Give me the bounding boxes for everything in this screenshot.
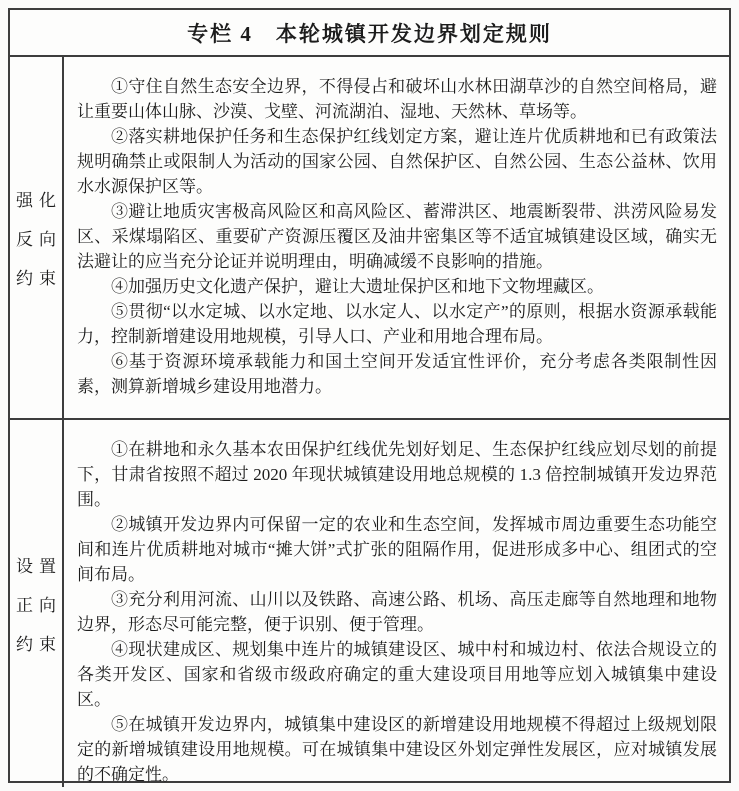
constraint-row [10,420,729,787]
row-label [10,420,64,787]
row-label [10,57,64,418]
rule-paragraph: ③避让地质灾害极高风险区和高风险区、蓄滞洪区、地震断裂带、洪涝风险易发区、采煤塌陷区、重要矿产资源压覆区及油井密集区等不适宜城镇建设区域，确实无法避让的应当充分论证并说明理由，明确减缓不良影响的措施。 [77,202,717,271]
row-content [64,57,729,418]
row-label-line: 正向 [16,596,62,615]
row-label-line: 约束 [16,269,62,288]
row-label-line: 约束 [16,635,62,654]
row-label-line: 反向 [16,230,62,249]
row-label-line: 强化 [16,191,62,210]
rule-paragraph: ⑤贯彻“以水定城、以水定地、以水定人、以水定产”的原则，根据水资源承载能力，控制新增建设用地规模，引导人口、产业和用地合理布局。 [77,302,717,346]
row-content [64,420,729,787]
rule-paragraph: ①在耕地和永久基本农田保护红线优先划好划足、生态保护红线应划尽划的前提下，甘肃省按照不超过 2020 年现状城镇建设用地总规模的 1.3 倍控制城镇开发边界范围。 [77,440,717,509]
policy-box-table [8,8,731,783]
rule-paragraph: ②城镇开发边界内可保留一定的农业和生态空间，发挥城市周边重要生态功能空间和连片优质耕地对城市“摊大饼”式扩张的阻隔作用，促进形成多中心、组团式的空间布局。 [77,515,717,584]
box-title: 专栏 4 本轮城镇开发边界划定规则 [10,10,729,57]
rule-paragraph: ④现状建成区、规划集中连片的城镇建设区、城中村和城边村、依法合规设立的各类开发区、国家和省级市级政府确定的重大建设项目用地等应划入城镇集中建设区。 [77,640,717,709]
row-label-line: 设置 [16,557,62,576]
rule-paragraph: ①守住自然生态安全边界，不得侵占和破坏山水林田湖草沙的自然空间格局，避让重要山体山脉、沙漠、戈壁、河流湖泊、湿地、天然林、草场等。 [77,77,717,121]
rule-paragraph: ④加强历史文化遗产保护，避让大遗址保护区和地下文物埋藏区。 [111,277,604,296]
rule-paragraph: ⑥基于资源环境承载能力和国土空间开发适宜性评价，充分考虑各类限制性因素，测算新增城乡建设用地潜力。 [77,352,717,396]
rule-paragraph: ②落实耕地保护任务和生态保护红线划定方案，避让连片优质耕地和已有政策法规明确禁止或限制人为活动的国家公园、自然保护区、自然公园、生态公益林、饮用水水源保护区等。 [77,127,717,196]
box-rows [10,57,729,787]
rule-paragraph: ③充分利用河流、山川以及铁路、高速公路、机场、高压走廊等自然地理和地物边界，形态尽可能完整，便于识别、便于管理。 [77,590,717,634]
constraint-row [10,57,729,420]
rule-paragraph: ⑤在城镇开发边界内，城镇集中建设区的新增建设用地规模不得超过上级规划限定的新增城镇建设用地规模。可在城镇集中建设区外划定弹性发展区，应对城镇发展的不确定性。 [77,715,717,784]
